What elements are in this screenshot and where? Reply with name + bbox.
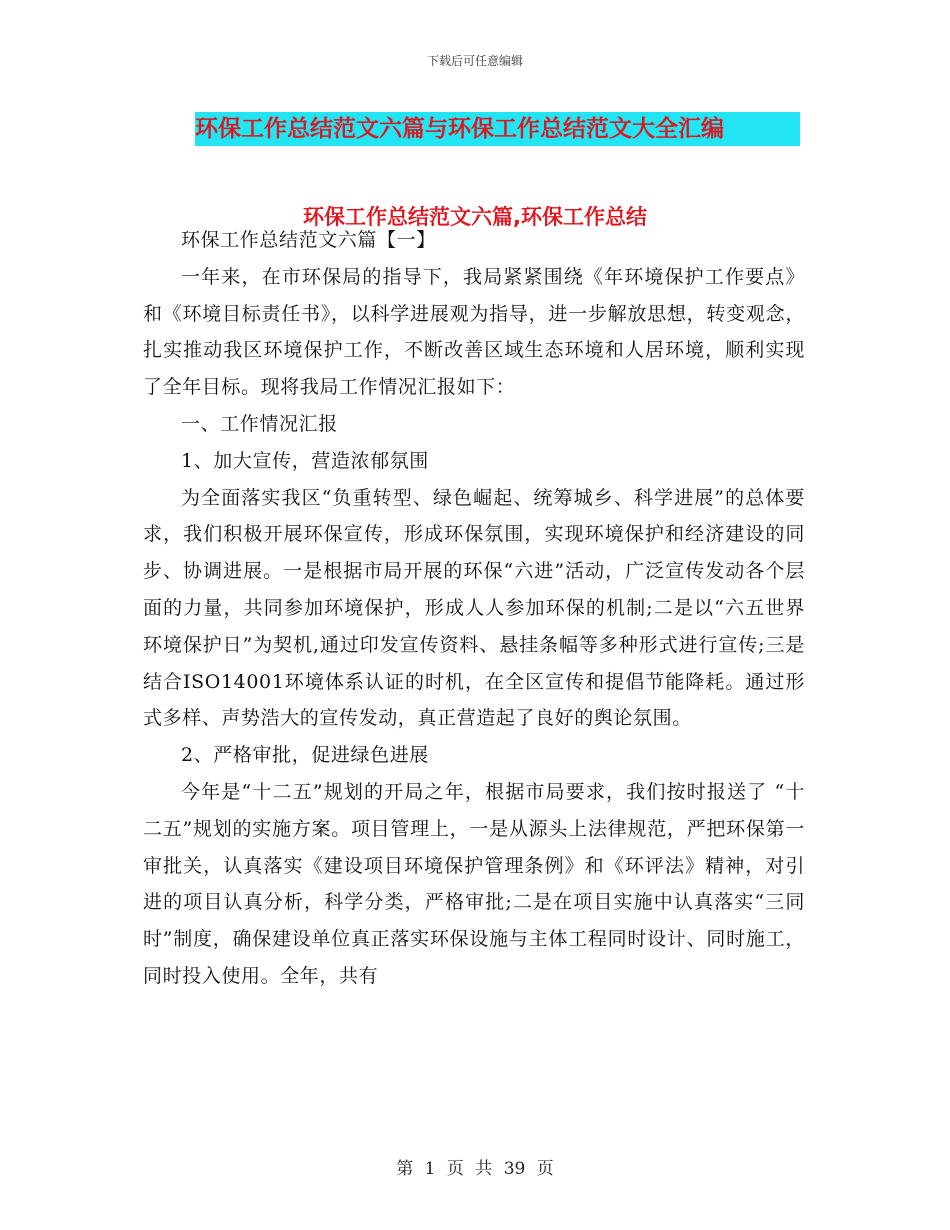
page-number: 第 1 页 共 39 页 <box>396 1159 554 1179</box>
paragraph-section-heading: 环保工作总结范文六篇【一】 <box>181 229 436 251</box>
paragraph-subheading-2: 2、严格审批，促进绿色进展 <box>181 744 429 767</box>
document-title: 环保工作总结范文六篇与环保工作总结范文大全汇编 <box>195 112 800 146</box>
document-body <box>143 222 805 995</box>
page-header-note: 下载后可任意编辑 <box>426 54 523 68</box>
paragraph-approval: 今年是“十二五”规划的开局之年，根据市局要求，我们按时报送了 “十二五”规划的实施方案。项目管理上，一是从源头上法律规范，严把环保第一审批关，认真落实《建设项目环境保护管理条例》和《环评法》精神，对引进的项目认真分析，科学分类，严格审批;二是在项目实施中认真落实“三同时”制度，确保建设单位真正落实环保设施与主体工程同时设计、同时施工，同时投入使用。全年，共有 <box>143 780 805 987</box>
paragraph-publicity: 为全面落实我区“负重转型、绿色崛起、统筹城乡、科学进展”的总体要求，我们积极开展环保宣传，形成环保氛围，实现环境保护和经济建设的同步、协调进展。一是根据市局开展的环保“六进”活动，广泛宣传发动各个层面的力量，共同参加环境保护，形成人人参加环保的机制;二是以“六五世界环境保护日”为契机,通过印发宣传资料、悬挂条幅等多种形式进行宣传;三是结合ISO14001环境体系认证的时机，在全区宣传和提倡节能降耗。通过形式多样、声势浩大的宣传发动，真正营造起了良好的舆论氛围。 <box>143 486 805 730</box>
document-subtitle: 环保工作总结范文六篇,环保工作总结 <box>303 205 647 229</box>
paragraph-intro: 一年来，在市环保局的指导下，我局紧紧围绕《年环境保护工作要点》和《环境目标责任书》，以科学进展观为指导，进一步解放思想，转变观念，扎实推动我区环境保护工作，不断改善区域生态环境和人居环境，顺利实现了全年目标。现将我局工作情况汇报如下： <box>143 265 805 399</box>
paragraph-heading-1: 一、工作情况汇报 <box>181 412 338 435</box>
paragraph-subheading-1: 1、加大宣传，营造浓郁氛围 <box>181 449 429 472</box>
